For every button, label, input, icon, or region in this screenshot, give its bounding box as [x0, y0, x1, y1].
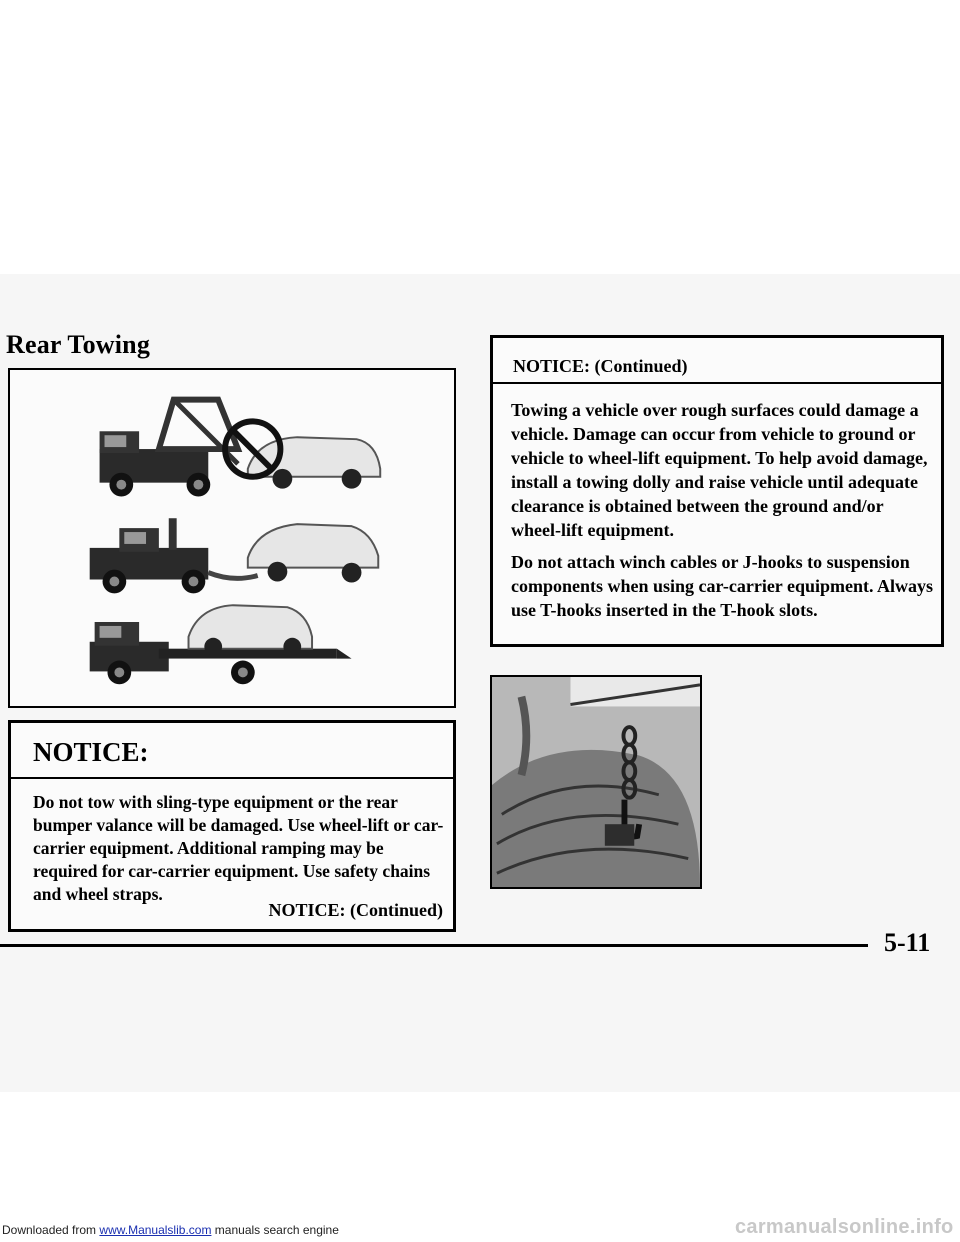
t-hook-chain-photo — [492, 677, 700, 887]
section-title: Rear Towing — [6, 330, 151, 359]
notice-paragraph-2: Do not attach winch cables or J-hooks to suspension components when using car-carrier equipment. Always use T-hooks inserted in the T-hook slots. — [511, 552, 933, 620]
notice-paragraph-1: Towing a vehicle over rough surfaces could damage a vehicle. Damage can occur from vehicle to ground or vehicle to wheel-lift equipment. To help avoid damage, install a towing dolly and raise vehicle until adequate clearance is obtained between the ground and/or wheel-lift equipment. — [511, 400, 928, 540]
watermark-text: carmanualsonline.info — [735, 1216, 954, 1238]
notice-body: Do not tow with sling-type equipment or the rear bumper valance will be damaged. Use wheel-lift or car-carrier equipment. Additional ramping may be required for car-carrier equipment. Use safety chains and wheel straps. — [33, 792, 444, 904]
wheel-lift-tow-truck-icon — [90, 518, 379, 593]
car-carrier-flatbed-icon — [90, 605, 352, 684]
towing-methods-icon — [10, 370, 454, 706]
notice-continued-heading: NOTICE: (Continued) — [493, 338, 941, 384]
notice-continued-label: NOTICE: (Continued) — [268, 900, 443, 920]
footer-rule — [0, 944, 868, 947]
sling-tow-truck-prohibited-icon — [100, 400, 381, 497]
notice-box-right — [490, 335, 944, 647]
download-credit — [2, 1223, 339, 1237]
t-hook-photo — [490, 675, 702, 889]
towing-illustration — [8, 368, 456, 708]
download-prefix: Downloaded from — [2, 1223, 97, 1237]
notice-heading: NOTICE: — [11, 723, 453, 779]
notice-box-left — [8, 720, 456, 932]
download-suffix: manuals search engine — [214, 1223, 339, 1237]
manualslib-link[interactable]: www.Manualslib.com — [99, 1223, 212, 1237]
page-number: 5-11 — [884, 928, 931, 957]
